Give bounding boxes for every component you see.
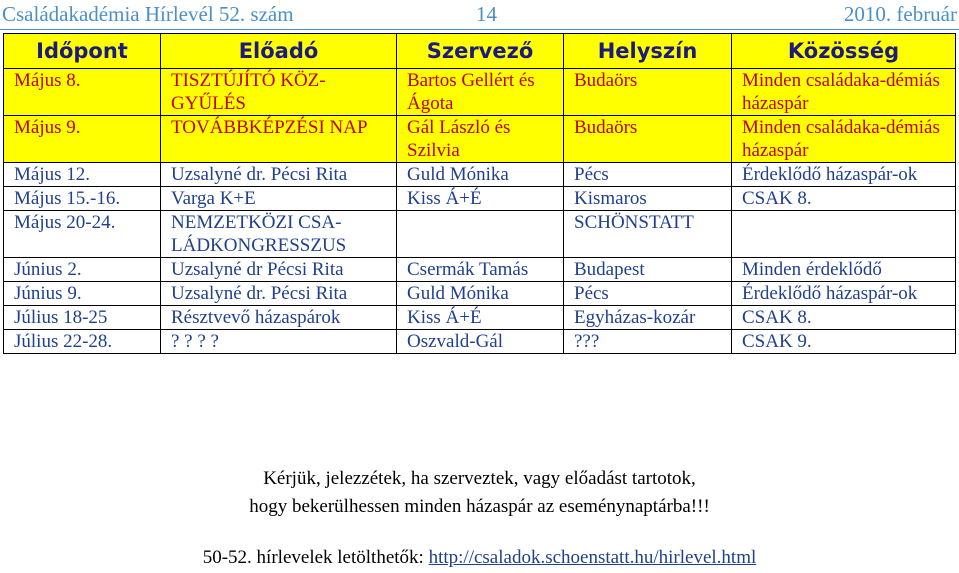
cell-place: Budaörs xyxy=(564,69,732,116)
column-header-community: Közösség xyxy=(732,34,956,69)
cell-organizer: Bartos Gellért és Ágota xyxy=(397,69,564,116)
cell-date: Július 22-28. xyxy=(4,330,161,354)
cell-organizer: Guld Mónika xyxy=(397,163,564,187)
cell-organizer: Gál László és Szilvia xyxy=(397,116,564,163)
cell-community xyxy=(732,211,956,258)
table-row xyxy=(4,258,956,282)
cell-speaker: Uzsalyné dr. Pécsi Rita xyxy=(161,282,397,306)
newsletter-title: Családakadémia Hírlevél 52. szám xyxy=(2,2,294,26)
cell-community: Minden családaka-démiás házaspár xyxy=(732,116,956,163)
cell-place: Kismaros xyxy=(564,187,732,211)
cell-date: Május 20-24. xyxy=(4,211,161,258)
column-header-organizer: Szervező xyxy=(397,34,564,69)
cell-community: CSAK 9. xyxy=(732,330,956,354)
table-row xyxy=(4,163,956,187)
cell-date: Május 9. xyxy=(4,116,161,163)
issue-date: 2010. február xyxy=(843,2,957,26)
cell-place: Pécs xyxy=(564,163,732,187)
cell-date: Május 12. xyxy=(4,163,161,187)
download-line xyxy=(0,547,959,569)
cell-organizer: Csermák Tamás xyxy=(397,258,564,282)
cell-date: Június 2. xyxy=(4,258,161,282)
newsletter-download-link[interactable]: http://csaladok.schoenstatt.hu/hirlevel.html xyxy=(428,547,757,568)
cell-date: Május 8. xyxy=(4,69,161,116)
cell-community: Minden családaka-démiás házaspár xyxy=(732,69,956,116)
table-row xyxy=(4,116,956,163)
cell-speaker: ? ? ? ? xyxy=(161,330,397,354)
cell-place: SCHÖNSTATT xyxy=(564,211,732,258)
newsletter-header xyxy=(0,2,959,28)
table-row xyxy=(4,211,956,258)
cell-speaker: Uzsalyné dr Pécsi Rita xyxy=(161,258,397,282)
cell-speaker: Varga K+E xyxy=(161,187,397,211)
table-header-row xyxy=(4,34,956,69)
cell-organizer: Guld Mónika xyxy=(397,282,564,306)
cell-community: CSAK 8. xyxy=(732,187,956,211)
cell-place: Budapest xyxy=(564,258,732,282)
cell-date: Július 18-25 xyxy=(4,306,161,330)
event-schedule-table xyxy=(3,33,956,354)
table-row xyxy=(4,330,956,354)
cell-date: Május 15.-16. xyxy=(4,187,161,211)
cell-date: Június 9. xyxy=(4,282,161,306)
cell-organizer: Kiss Á+É xyxy=(397,306,564,330)
table-row xyxy=(4,306,956,330)
request-line-1: Kérjük, jelezzétek, ha szerveztek, vagy előadást tartotok, xyxy=(263,468,696,489)
request-line-2: hogy bekerülhessen minden házaspár az eseménynaptárba!!! xyxy=(249,496,710,517)
header-divider xyxy=(0,29,959,30)
cell-place: Budaörs xyxy=(564,116,732,163)
cell-place: Egyházas-kozár xyxy=(564,306,732,330)
table-row xyxy=(4,69,956,116)
download-text: 50-52. hírlevelek letölthetők: xyxy=(202,547,424,568)
cell-community: Érdeklődő házaspár-ok xyxy=(732,163,956,187)
cell-community: Érdeklődő házaspár-ok xyxy=(732,282,956,306)
cell-speaker: TOVÁBBKÉPZÉSI NAP xyxy=(161,116,397,163)
cell-place: ??? xyxy=(564,330,732,354)
column-header-date: Időpont xyxy=(4,34,161,69)
table-row xyxy=(4,282,956,306)
cell-community: Minden érdeklődő xyxy=(732,258,956,282)
column-header-speaker: Előadó xyxy=(161,34,397,69)
cell-place: Pécs xyxy=(564,282,732,306)
cell-speaker: NEMZETKÖZI CSA-LÁDKONGRESSZUS xyxy=(161,211,397,258)
cell-organizer: Kiss Á+É xyxy=(397,187,564,211)
cell-organizer: Oszvald-Gál xyxy=(397,330,564,354)
cell-community: CSAK 8. xyxy=(732,306,956,330)
table-row xyxy=(4,187,956,211)
cell-speaker: Résztvevő házaspárok xyxy=(161,306,397,330)
cell-organizer xyxy=(397,211,564,258)
page-number: 14 xyxy=(476,2,497,26)
column-header-place: Helyszín xyxy=(564,34,732,69)
cell-speaker: TISZTÚJÍTÓ KÖZ-GYŰLÉS xyxy=(161,69,397,116)
cell-speaker: Uzsalyné dr. Pécsi Rita xyxy=(161,163,397,187)
